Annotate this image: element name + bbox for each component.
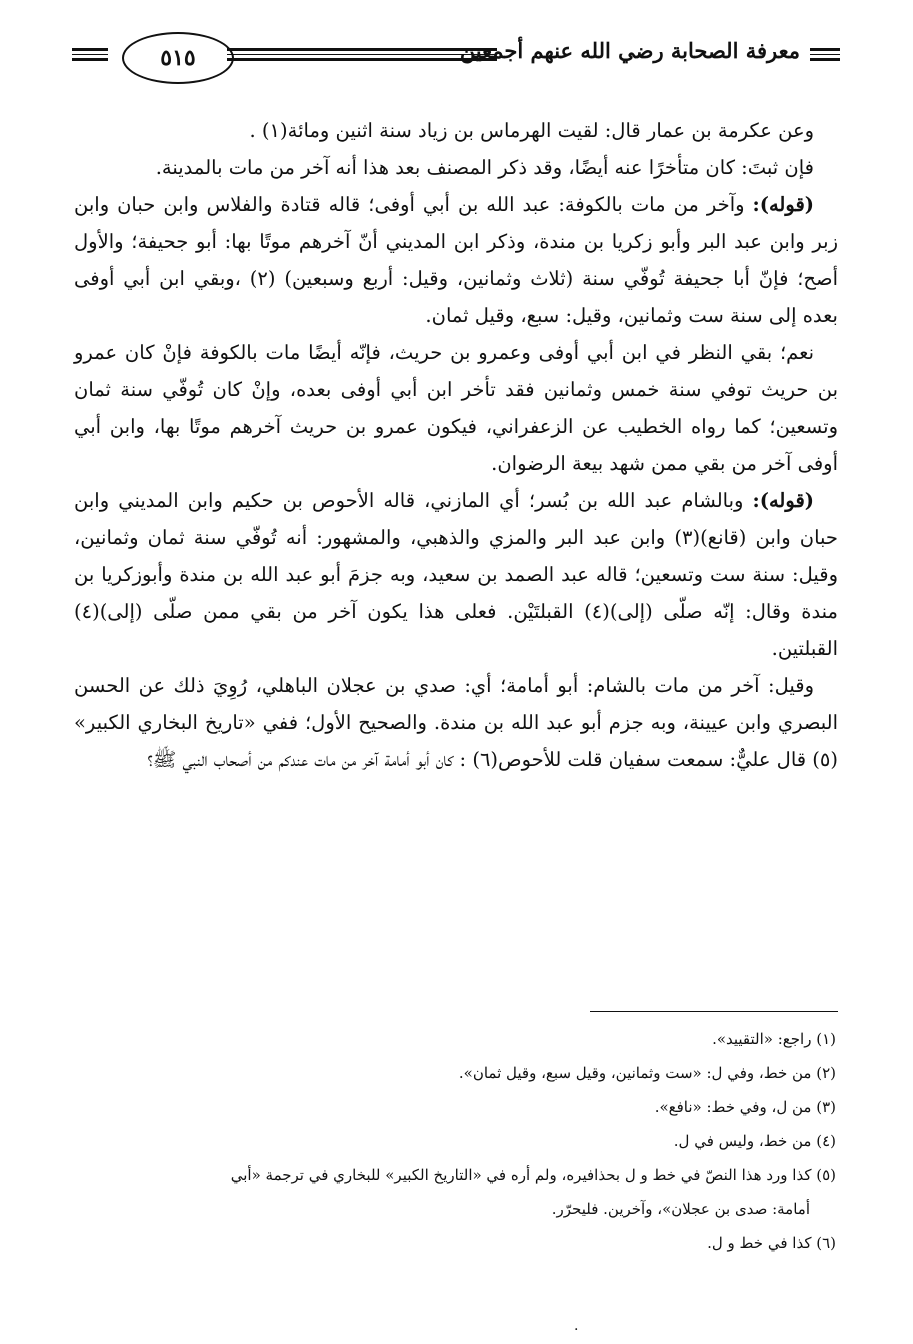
page-number: ٥١٥ — [122, 32, 234, 84]
footnote: (٥) كذا ورد هذا النصّ في خط و ل بحذافيره، ولم أره في «التاريخ الكبير» للبخاري في ترجمة «أبي — [230, 1166, 836, 1184]
paragraph-text: وبالشام عبد الله بن بُسر؛ أي المازني، قاله الأحوص بن حكيم وابن المديني وابن حبان وابن (قانع)(٣) وابن عبد البر والمزي والذهبي، والمشهور: أنه تُوفّي سنة ثمان وثمانين، وقيل: سنة ست وتسعين؛ قاله عبد الصمد بن سعيد، وبه جزمَ أبو عبد الله بن مندة وأبوزكريا بن مندة وقال: إنّه صلّى (إلى)(٤) القبلتَيْن. فعلى هذا يكون آخر من بقي ممن صلّى (إلى)(٤) القبلتين. — [74, 489, 839, 660]
footnote: (٦) كذا في خط و ل. — [707, 1234, 836, 1252]
header-rule-right — [810, 48, 840, 64]
footnote: (٣) من ل، وفي خط: «نافع». — [654, 1098, 836, 1116]
paragraph-text: وقيل: آخر من مات بالشام: أبو أمامة؛ أي: صدي بن عجلان الباهلي، رُوِيَ ذلك عن الحسن البصري وابن عيينة، وبه جزم أبو عبد الله بن مندة. والصحيح الأول؛ ففي «تاريخ البخاري الكبير» (٥) قال عليٌّ: سمعت سفيان قلت للأحوص(٦) : كان أبو أمامة آخر من مات عندكم من أصحاب النبي ﷺ؟ — [74, 674, 838, 771]
paragraph — [74, 149, 838, 186]
footnote: (١) راجع: «التقييد». — [712, 1030, 836, 1048]
paragraph-text: فإن ثبتَ: كان متأخرًا عنه أيضًا، وقد ذكر المصنف بعد هذا أنه آخر من مات بالمدينة. — [155, 156, 814, 179]
paragraph-text: وعن عكرمة بن عمار قال: لقيت الهرماس بن زياد سنة اثنين ومائة(١) . — [249, 119, 814, 142]
paragraph-lead: (قوله): — [752, 489, 814, 512]
main-text — [74, 112, 838, 778]
footnote: (٤) من خط، وليس في ل. — [673, 1132, 836, 1150]
header-rule-middle — [227, 48, 497, 64]
paragraph — [74, 112, 838, 149]
footnote-continuation: أمامة: صدى بن عجلان»، وآخرين. فليحرّر. — [551, 1200, 810, 1218]
paragraph-text: نعم؛ بقي النظر في ابن أبي أوفى وعمرو بن حريث، فإنّه أيضًا مات بالكوفة فإنْ كان عمرو بن حريث توفي سنة خمس وثمانين فقد تأخر ابن أبي أوفى بعده، وإنْ كان تُوفّي سنة ثمان وتسعين؛ كما رواه الخطيب عن الزعفراني، فيكون عمرو بن حريث آخرهم موتًا بها، وابن أبي أوفى آخر من بقي ممن شهد بيعة الرضوان. — [74, 341, 838, 475]
footnotes — [74, 1022, 838, 1260]
running-title: معرفة الصحابة رضي الله عنهم أجمعين — [459, 38, 800, 63]
paragraph-text: وآخر من مات بالكوفة: عبد الله بن أبي أوفى؛ قاله قتادة والفلاس وابن حبان وابن زبر وابن عبد البر وأبو زكريا بن مندة، وذكر ابن المديني أنّ آخرهم موتًا بها: أبو جحيفة؛ والأول أصح؛ فإنّ أبا جحيفة تُوفّي سنة (ثلاث وثمانين، وقيل: أربع وسبعين) (٢) ،وبقي ابن أبي أوفى بعده إلى سنة ست وثمانين، وقيل: سبع، وقيل ثمان. — [74, 193, 838, 327]
paragraph — [74, 334, 838, 482]
header-rule-left — [72, 48, 108, 64]
paragraph — [74, 667, 838, 778]
paragraph — [74, 186, 838, 334]
footnote-separator — [590, 1011, 838, 1012]
paragraph — [74, 482, 838, 667]
page-dot: . — [574, 1318, 579, 1334]
footnote: (٢) من خط، وفي ل: «ست وثمانين، وقيل سبع، وقيل ثمان». — [458, 1064, 836, 1082]
page-header — [72, 28, 840, 88]
paragraph-lead: (قوله): — [752, 193, 814, 216]
